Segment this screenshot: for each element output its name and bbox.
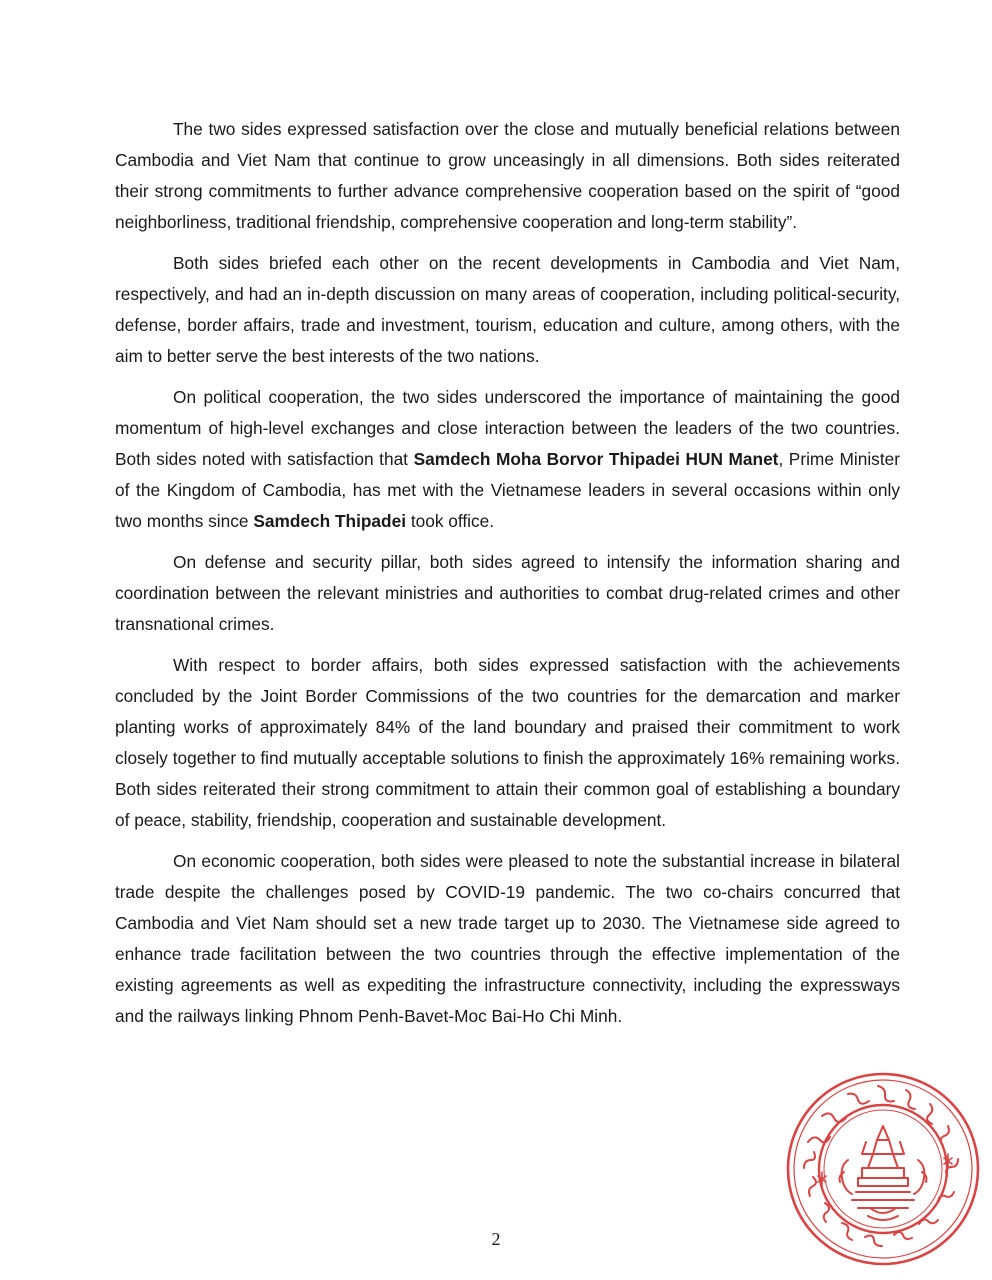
paragraph-2 xyxy=(115,248,900,372)
paragraph-3 xyxy=(115,382,900,537)
text-run: took office. xyxy=(406,511,495,531)
bold-name: Samdech Moha Borvor Thipadei HUN Manet xyxy=(413,449,779,469)
document-body xyxy=(115,114,900,1042)
text-run: Both sides briefed each other on the recent developments in Cambodia and Viet Nam, respectively, and had an in-depth discussion on many areas of cooperation, including political-security, defense, border affairs, trade and investment, tourism, education and culture, among others, with the aim to better serve the best interests of the two nations. xyxy=(115,253,900,366)
page-number: 2 xyxy=(491,1229,501,1249)
text-run: With respect to border affairs, both sides expressed satisfaction with the achievements concluded by the Joint Border Commissions of the two countries for the demarcation and marker planting works of approximately 84% of the land boundary and praised their commitment to work closely together to find mutually acceptable solutions to finish the approximately 16% remaining works. Both sides reiterated their strong commitment to attain their common goal of establishing a boundary of peace, stability, friendship, cooperation and sustainable development. xyxy=(115,655,900,830)
text-run: On economic cooperation, both sides were pleased to note the substantial increase in bilateral trade despite the challenges posed by COVID-19 pandemic. The two co-chairs concurred that Cambodia and Viet Nam should set a new trade target up to 2030. The Vietnamese side agreed to enhance trade facilitation between the two countries through the effective implementation of the existing agreements as well as expediting the infrastructure connectivity, including the expressways and the railways linking Phnom Penh-Bavet-Moc Bai-Ho Chi Minh. xyxy=(115,851,900,1026)
text-run: On political cooperation, the two sides underscored the importance of maintaining the good momentum of high-level exchanges and close interaction between the leaders of the two countries. Both sides noted with satisfaction that xyxy=(115,387,900,469)
paragraph-1 xyxy=(115,114,900,238)
text-run: The two sides expressed satisfaction over the close and mutually beneficial relations between Cambodia and Viet Nam that continue to grow unceasingly in all dimensions. Both sides reiterated their strong commitments to further advance comprehensive cooperation based on the spirit of “good neighborliness, traditional friendship, comprehensive cooperation and long-term stability”. xyxy=(115,119,900,232)
text-run: On defense and security pillar, both sides agreed to intensify the information sharing and coordination between the relevant ministries and authorities to combat drug-related crimes and other transnational crimes. xyxy=(115,552,900,634)
paragraph-6 xyxy=(115,846,900,1032)
official-seal-icon xyxy=(778,1064,988,1274)
bold-name: Samdech Thipadei xyxy=(253,511,407,531)
paragraph-5 xyxy=(115,650,900,836)
text-run: , Prime Minister of the Kingdom of Cambodia, has met with the Vietnamese leaders in several occasions within only two months since xyxy=(115,449,900,531)
paragraph-4 xyxy=(115,547,900,640)
